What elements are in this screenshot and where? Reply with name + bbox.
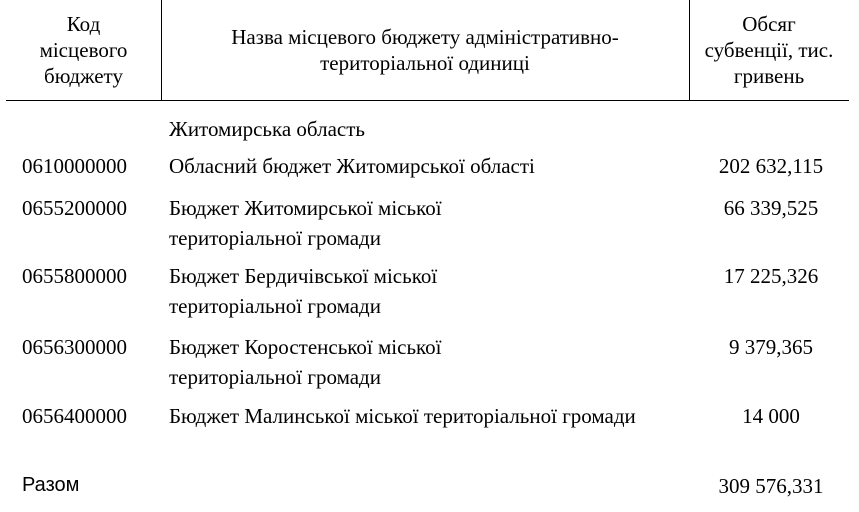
header-code-label: Код місцевого бюджету [39, 12, 128, 88]
row-name: Бюджет Бердичівської міської територіальної громади [169, 264, 438, 318]
row-code: 0655200000 [22, 196, 127, 220]
row-name: Бюджет Малинської міської територіальної громади [169, 404, 636, 428]
header-name-label: Назва місцевого бюджету адміністративно-територіальної одиниці [231, 25, 619, 75]
row-code: 0656400000 [22, 404, 127, 428]
row-name: Обласний бюджет Житомирської області [169, 154, 535, 178]
total-amount: 309 576,331 [718, 474, 824, 498]
row-code: 0610000000 [22, 154, 127, 178]
row-name: Бюджет Житомирської міської територіальної громади [169, 196, 442, 250]
row-amount: 66 339,525 [723, 196, 819, 220]
header-amount-label: Обсяг субвенції, тис. гривень [704, 12, 834, 88]
row-amount: 14 000 [742, 404, 800, 428]
header-name [161, 0, 690, 101]
region-label: Житомирська область [169, 117, 365, 141]
header-amount [689, 0, 849, 101]
row-name: Бюджет Коростенської міської територіальної громади [169, 335, 442, 389]
row-amount: 17 225,326 [723, 264, 819, 288]
header-code [6, 0, 162, 101]
total-label: Разом [22, 474, 80, 496]
row-code: 0655800000 [22, 264, 127, 288]
row-amount: 9 379,365 [729, 335, 813, 359]
row-amount: 202 632,115 [718, 154, 824, 178]
row-code: 0656300000 [22, 335, 127, 359]
